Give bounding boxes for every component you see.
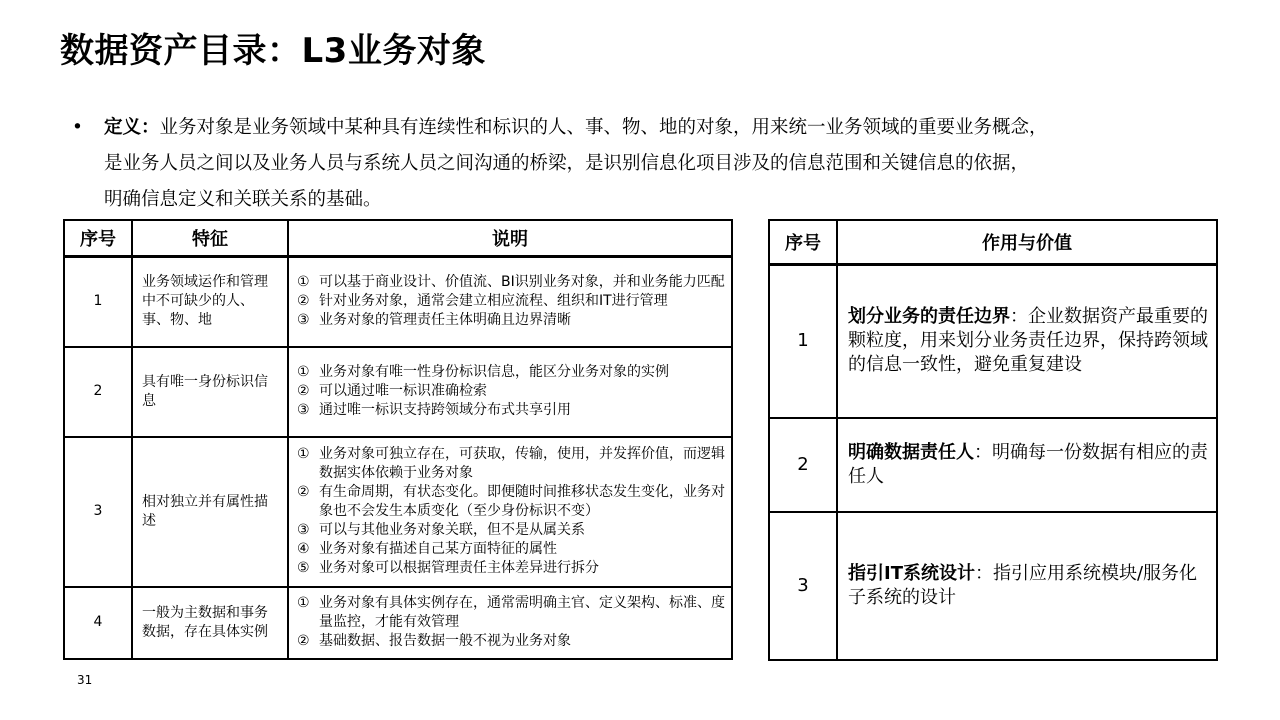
table-row <box>769 418 1217 512</box>
row-description <box>288 257 732 347</box>
table-row <box>64 257 732 347</box>
item-text: 业务对象有具体实例存在，通常需明确主官、定义架构、标准、度量监控，才能有效管理 <box>319 595 725 630</box>
definition-line: 是业务人员之间以及业务人员与系统人员之间沟通的桥梁，是识别信息化项目涉及的信息范围和关键信息的依据， <box>104 153 1030 174</box>
value-title: 划分业务的责任边界 <box>848 306 1010 328</box>
value-text: ：指引应用系统模块/服务化子系统的设计 <box>848 562 1198 608</box>
row-value <box>837 418 1217 512</box>
description-item <box>297 382 727 401</box>
row-number: 1 <box>769 265 837 418</box>
header-description: 说明 <box>288 220 732 257</box>
table-header-row <box>769 220 1217 265</box>
item-text: 业务对象有唯一性身份标识信息，能区分业务对象的实例 <box>319 364 669 380</box>
item-marker: ② <box>297 633 310 649</box>
description-item <box>297 292 727 311</box>
definition-text <box>104 110 1222 218</box>
description-item <box>297 445 727 483</box>
item-text: 可以与其他业务对象关联，但不是从属关系 <box>319 522 585 538</box>
definition-line-text: 业务对象是业务领域中某种具有连续性和标识的人、事、物、地的对象，用来统一业务领域的重要业务概念， <box>159 117 1048 138</box>
item-marker: ① <box>297 274 310 291</box>
row-number: 2 <box>64 347 132 437</box>
row-number: 1 <box>64 257 132 347</box>
definition-line: 明确信息定义和关联关系的基础。 <box>104 189 382 210</box>
definition-paragraph <box>72 110 1222 218</box>
table-row <box>64 347 732 437</box>
description-item <box>297 273 727 292</box>
row-feature: 具有唯一身份标识信息 <box>132 347 288 437</box>
description-item <box>297 521 727 540</box>
table-row <box>769 512 1217 660</box>
item-marker: ① <box>297 446 310 462</box>
row-number: 3 <box>769 512 837 660</box>
description-item <box>297 559 727 578</box>
row-description <box>288 587 732 659</box>
item-marker: ② <box>297 293 310 310</box>
definition-line <box>104 110 1222 146</box>
item-text: 业务对象有描述自己某方面特征的属性 <box>319 541 557 557</box>
value-title: 指引IT系统设计 <box>848 562 975 584</box>
description-item <box>297 632 727 651</box>
item-marker: ② <box>297 383 310 399</box>
description-item <box>297 363 727 382</box>
row-description <box>288 347 732 437</box>
page-title: 数据资产目录：L3业务对象 <box>60 31 486 71</box>
table-row <box>64 437 732 587</box>
row-description <box>288 437 732 587</box>
item-text: 业务对象的管理责任主体明确且边界清晰 <box>319 312 571 329</box>
definition-term: 定义： <box>104 117 160 138</box>
header-value: 作用与价值 <box>837 220 1217 265</box>
item-text: 基础数据、报告数据一般不视为业务对象 <box>319 633 571 649</box>
item-marker: ① <box>297 595 310 611</box>
features-table <box>63 219 733 660</box>
value-title: 明确数据责任人 <box>848 441 974 463</box>
item-text: 业务对象可独立存在，可获取，传输，使用，并发挥价值，而逻辑数据实体依赖于业务对象 <box>319 446 725 481</box>
description-item <box>297 311 727 330</box>
table-row <box>769 265 1217 418</box>
row-number: 2 <box>769 418 837 512</box>
item-marker: ⑤ <box>297 560 310 576</box>
description-item <box>297 401 727 420</box>
row-value <box>837 512 1217 660</box>
row-value <box>837 265 1217 418</box>
item-text: 通过唯一标识支持跨领域分布式共享引用 <box>319 402 571 418</box>
item-marker: ③ <box>297 522 310 538</box>
description-item <box>297 483 727 521</box>
item-text: 可以通过唯一标识准确检索 <box>319 383 487 399</box>
table-row <box>64 587 732 659</box>
description-item <box>297 540 727 559</box>
header-seq: 序号 <box>64 220 132 257</box>
header-seq: 序号 <box>769 220 837 265</box>
page-number: 31 <box>77 673 93 687</box>
value-text: ：明确每一份数据有相应的责任人 <box>848 441 1208 487</box>
bullet-icon: • <box>72 117 83 138</box>
table-header-row <box>64 220 732 257</box>
item-marker: ④ <box>297 541 310 557</box>
row-feature: 相对独立并有属性描述 <box>132 437 288 587</box>
value-text: ：企业数据资产最重要的颗粒度，用来划分业务责任边界，保持跨领域的信息一致性，避免重复建设 <box>848 306 1208 376</box>
row-number: 4 <box>64 587 132 659</box>
row-feature: 一般为主数据和事务数据，存在具体实例 <box>132 587 288 659</box>
item-marker: ③ <box>297 312 310 329</box>
item-marker: ③ <box>297 402 310 418</box>
item-marker: ① <box>297 364 310 380</box>
item-marker: ② <box>297 484 310 500</box>
item-text: 针对业务对象，通常会建立相应流程、组织和IT进行管理 <box>319 293 668 310</box>
row-number: 3 <box>64 437 132 587</box>
row-feature: 业务领域运作和管理中不可缺少的人、事、物、地 <box>132 257 288 347</box>
description-item <box>297 594 727 632</box>
header-feature: 特征 <box>132 220 288 257</box>
item-text: 有生命周期，有状态变化。即便随时间推移状态发生变化，业务对象也不会发生本质变化（至少身份标识不变） <box>319 484 725 519</box>
value-table <box>768 219 1218 661</box>
item-text: 可以基于商业设计、价值流、BI识别业务对象，并和业务能力匹配 <box>319 274 725 291</box>
item-text: 业务对象可以根据管理责任主体差异进行拆分 <box>319 560 599 576</box>
